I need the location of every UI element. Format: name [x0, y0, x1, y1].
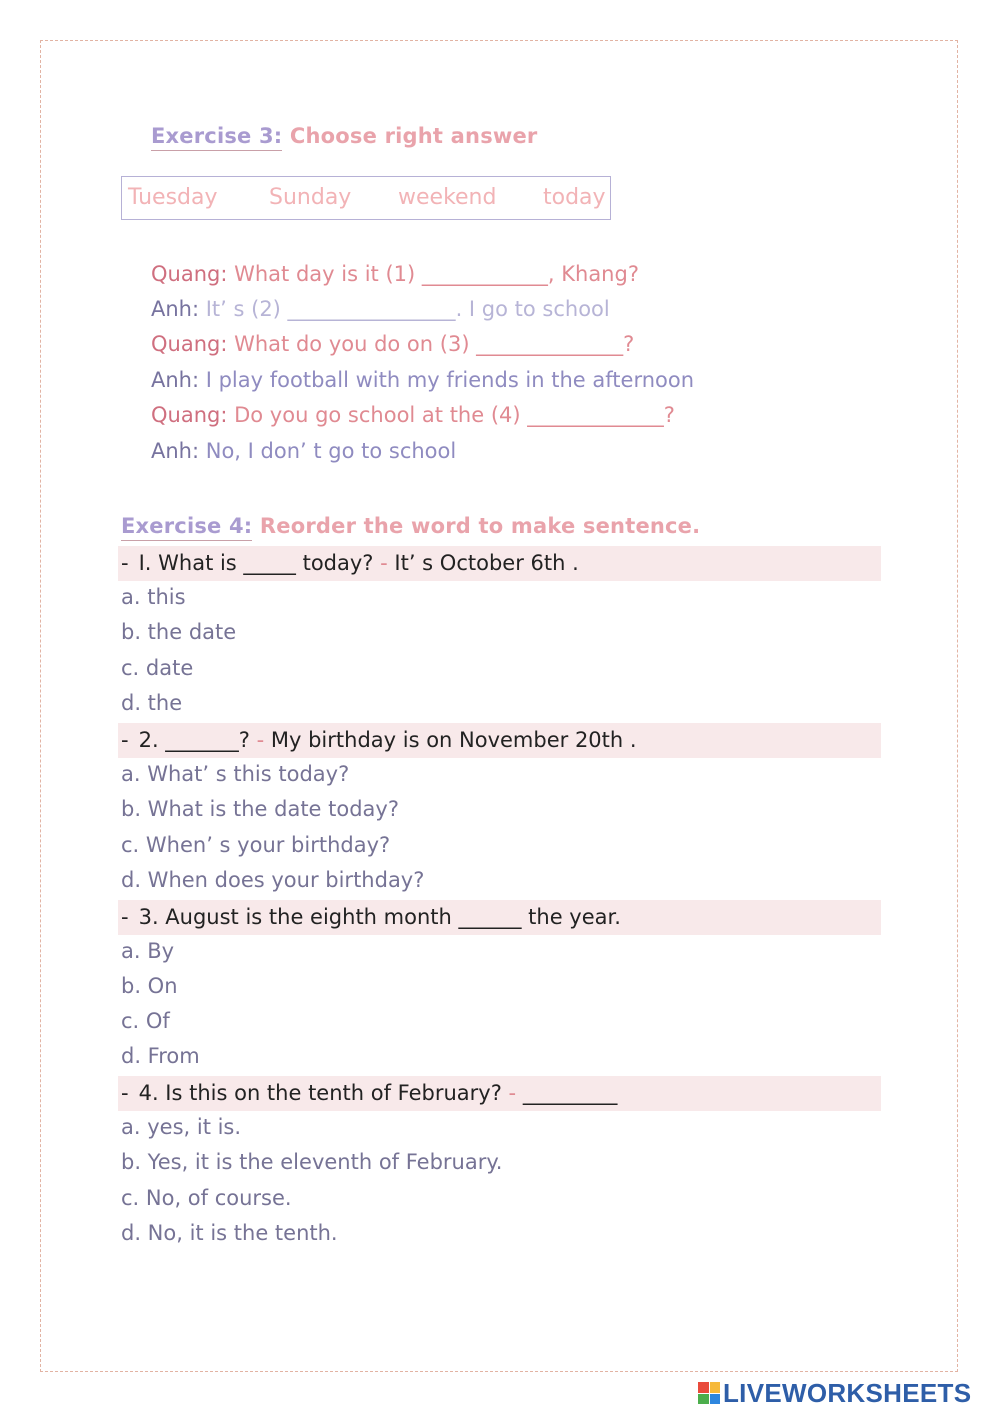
answer-option[interactable]: c. Of	[121, 1009, 170, 1033]
question-text: 2. _______?	[138, 728, 250, 752]
answer-option[interactable]: a. What’ s this today?	[121, 762, 350, 786]
question-answer: It’ s October 6th .	[394, 551, 579, 575]
dialogue-speaker: Quang:	[151, 332, 228, 356]
question-text: I. What is _____ today?	[138, 551, 374, 575]
liveworksheets-logo-icon	[698, 1382, 720, 1404]
brand-logo-text: LIVEWORKSHEETS	[723, 1377, 972, 1408]
dialogue-text: Do you go school at the (4) _____________?	[227, 403, 675, 427]
exercise4-label: Exercise 4:	[121, 514, 252, 541]
answer-option[interactable]: b. On	[121, 974, 178, 998]
question-dash: -	[121, 905, 129, 929]
exercise4-title: Reorder the word to make sentence.	[252, 514, 701, 538]
dialogue-text: What day is it (1) ____________, Khang?	[227, 262, 639, 286]
question-row-4	[118, 1076, 881, 1111]
dialogue-speaker: Anh:	[151, 439, 200, 463]
exercise4-heading	[121, 514, 700, 538]
dialogue-line-3	[151, 332, 634, 356]
question-answer: My birthday is on November 20th .	[270, 728, 637, 752]
answer-option[interactable]: d. No, it is the tenth.	[121, 1221, 338, 1245]
answer-option[interactable]: d. When does your birthday?	[121, 868, 425, 892]
answer-option[interactable]: d. From	[121, 1044, 200, 1068]
question-text: 3. August is the eighth month ______ the year.	[138, 905, 621, 929]
liveworksheets-branding[interactable]	[698, 1378, 971, 1408]
dialogue-text-continued: . I go to school	[455, 297, 610, 321]
question-row-1	[118, 546, 881, 581]
dialogue-text: It’ s (2) ________________	[199, 297, 456, 321]
answer-option[interactable]: c. date	[121, 656, 194, 680]
answer-option[interactable]: b. the date	[121, 620, 237, 644]
dialogue-speaker: Quang:	[151, 262, 228, 286]
question-text: 4. Is this on the tenth of February?	[138, 1081, 502, 1105]
dialogue-line-6	[151, 439, 456, 463]
answer-option[interactable]: b. Yes, it is the eleventh of February.	[121, 1150, 503, 1174]
question-row-3	[118, 900, 881, 935]
answer-option[interactable]: a. By	[121, 939, 175, 963]
question-separator: -	[501, 1081, 523, 1105]
answer-option[interactable]: d. the	[121, 691, 183, 715]
dialogue-line-2	[151, 297, 610, 321]
dialogue-text: I play football with my friends in the afternoon	[199, 368, 695, 392]
question-row-2	[118, 723, 881, 758]
word-bank-item: Tuesday	[128, 185, 218, 210]
answer-option[interactable]: c. No, of course.	[121, 1186, 292, 1210]
exercise3-heading	[151, 124, 538, 148]
dialogue-speaker: Anh:	[151, 297, 200, 321]
dialogue-speaker: Quang:	[151, 403, 228, 427]
exercise3-title: Choose right answer	[282, 124, 538, 148]
question-answer: _________	[522, 1081, 618, 1105]
dialogue-line-4	[151, 368, 694, 392]
dialogue-line-1	[151, 262, 639, 286]
word-bank-item: today	[543, 185, 606, 210]
word-bank-item: weekend	[398, 185, 497, 210]
dialogue-text: What do you do on (3) ______________?	[227, 332, 635, 356]
answer-option[interactable]: c. When’ s your birthday?	[121, 833, 391, 857]
dialogue-line-5	[151, 403, 675, 427]
word-bank	[121, 176, 611, 220]
question-dash: -	[121, 1081, 129, 1105]
answer-option[interactable]: a. yes, it is.	[121, 1115, 242, 1139]
dialogue-speaker: Anh:	[151, 368, 200, 392]
word-bank-item: Sunday	[269, 185, 352, 210]
dialogue-text: No, I don’ t go to school	[199, 439, 457, 463]
answer-option[interactable]: b. What is the date today?	[121, 797, 400, 821]
question-dash: -	[121, 551, 129, 575]
question-separator: -	[249, 728, 271, 752]
answer-option[interactable]: a. this	[121, 585, 186, 609]
exercise3-label: Exercise 3:	[151, 124, 282, 151]
question-dash: -	[121, 728, 129, 752]
question-separator: -	[373, 551, 395, 575]
